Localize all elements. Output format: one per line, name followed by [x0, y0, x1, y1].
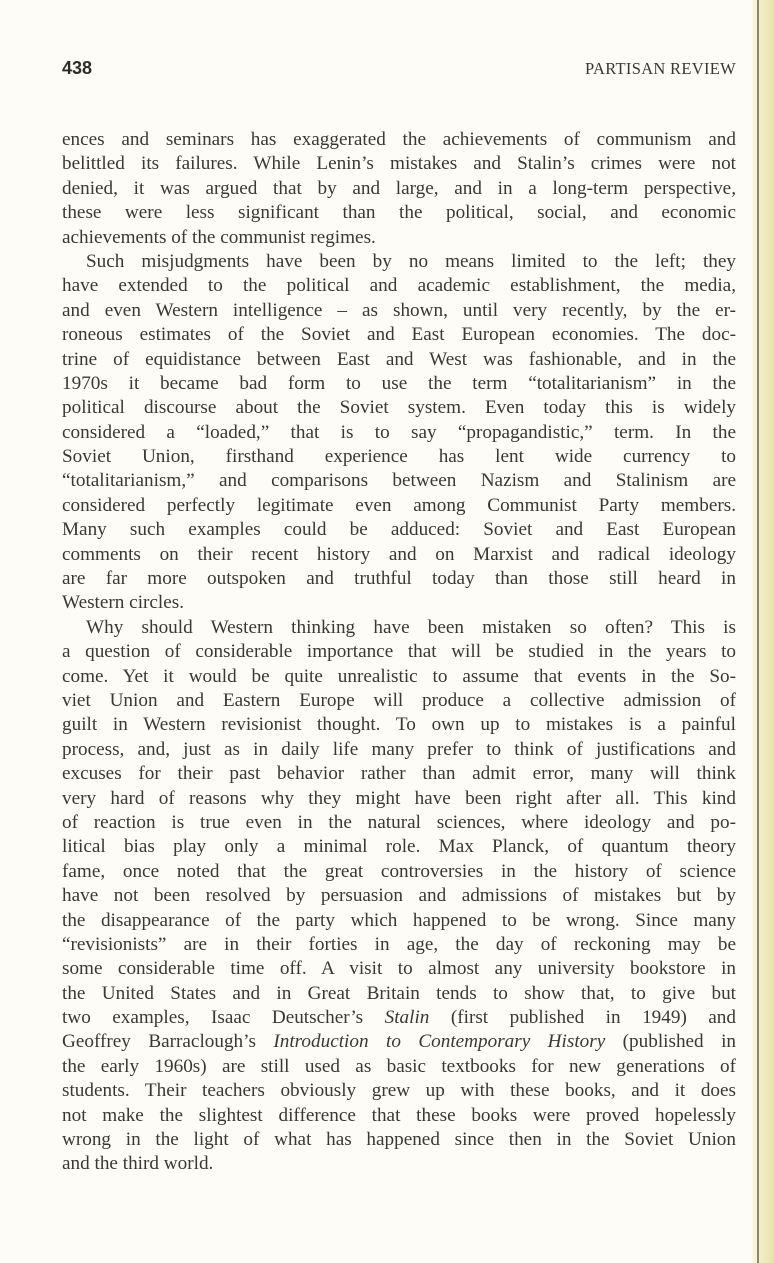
text-line-content: the early 1960s) are still used as basic textbooks for new generations of: [62, 1055, 736, 1077]
text-line-content: of reaction is true even in the natural sciences, where ideology and po-: [62, 811, 736, 833]
text-line: [62, 1055, 736, 1079]
text-line: [62, 421, 736, 445]
text-line: [62, 909, 736, 933]
text-line-content: Soviet Union, firsthand experience has lent wide currency to: [62, 446, 736, 468]
text-line-content: considered perfectly legitimate even among Communist Party members.: [62, 494, 736, 516]
text-line: [62, 323, 736, 347]
text-line: [62, 494, 736, 518]
text-line-content: comments on their recent history and on Marxist and radical ideology: [62, 543, 736, 565]
text-line: [62, 299, 736, 323]
text-line-content: viet Union and Eastern Europe will produce a collective admission of: [62, 689, 736, 711]
text-line-content: litical bias play only a minimal role. Max Planck, of quantum theory: [62, 836, 736, 858]
page-header: [62, 58, 736, 82]
text-line: [62, 469, 736, 493]
text-line: [62, 860, 736, 884]
text-line: [62, 445, 736, 469]
text-line-content: process, and, just as in daily life many prefer to think of justifications and: [62, 738, 736, 760]
article-body: [62, 128, 736, 1177]
italic-title: Introduction to Contemporary History: [273, 1031, 606, 1053]
text-line-content: excuses for their past behavior rather than admit error, many will think: [62, 763, 736, 785]
text-segment: (first published in 1949) and: [429, 1007, 736, 1029]
text-line-content: the United States and in Great Britain tends to show that, to give but: [62, 982, 736, 1004]
text-line-content: guilt in Western revisionist thought. To own up to mistakes is a painful: [62, 714, 736, 736]
text-line-content: roneous estimates of the Soviet and East European economies. The doc-: [62, 324, 736, 346]
page-gutter-edge: [752, 0, 774, 1263]
text-line-content: belittled its failures. While Lenin’s mistakes and Stalin’s crimes were not: [62, 153, 736, 175]
text-line-content: have not been resolved by persuasion and admissions of mistakes but by: [62, 885, 736, 907]
text-line-content: very hard of reasons why they might have been right after all. This kind: [62, 787, 736, 809]
text-line: [62, 957, 736, 981]
text-segment: Geoffrey Barraclough’s: [62, 1031, 274, 1053]
text-line: [62, 348, 736, 372]
text-line-content: wrong in the light of what has happened since then in the Soviet Union: [62, 1129, 736, 1151]
running-head: PARTISAN REVIEW: [585, 59, 736, 78]
text-line: [62, 1030, 736, 1054]
text-line-content: trine of equidistance between East and West was fashionable, and in the: [62, 348, 736, 370]
text-line-content: 1970s it became bad form to use the term “totalitarianism” in the: [62, 372, 736, 394]
italic-title: Stalin: [384, 1007, 430, 1029]
text-line: [62, 762, 736, 786]
text-line-content: denied, it was argued that by and large, and in a long-term perspective,: [62, 177, 736, 199]
text-line-content: have extended to the political and academic establishment, the media,: [62, 275, 736, 297]
text-line: [62, 689, 736, 713]
text-line-content: these were less significant than the political, social, and economic: [62, 202, 736, 224]
text-line: [62, 128, 736, 152]
text-line: [62, 1079, 736, 1103]
text-segment: two examples, Isaac Deutscher’s: [62, 1007, 385, 1029]
text-line-content: some considerable time off. A visit to almost any university bookstore in: [62, 958, 736, 980]
book-spine-line: [757, 0, 759, 1263]
text-line: [62, 591, 736, 615]
text-line-content: Why should Western thinking have been mistaken so often? This is: [86, 616, 736, 638]
text-line: [62, 201, 736, 225]
text-line: [62, 811, 736, 835]
text-line: [62, 787, 736, 811]
text-line-content: Western circles.: [62, 592, 185, 614]
text-line-content: “revisionists” are in their forties in age, the day of reckoning may be: [62, 933, 736, 955]
text-line: [62, 1104, 736, 1128]
text-line-content: a question of considerable importance that will be studied in the years to: [62, 641, 736, 663]
text-line: [62, 372, 736, 396]
text-segment: (published in: [605, 1031, 736, 1053]
text-line-content: Such misjudgments have been by no means limited to the left; they: [86, 250, 736, 272]
text-line-content: [62, 1030, 736, 1054]
text-line-content: and the third world.: [62, 1153, 214, 1175]
text-line-content: Many such examples could be adduced: Soviet and East European: [62, 519, 736, 541]
text-line: [62, 713, 736, 737]
text-line: [62, 567, 736, 591]
page-number: 438: [62, 58, 93, 78]
text-line: [62, 933, 736, 957]
text-line: [62, 274, 736, 298]
text-line-content: and even Western intelligence – as shown, until very recently, by the er-: [62, 299, 736, 321]
text-line-content: achievements of the communist regimes.: [62, 226, 376, 248]
text-line: [62, 835, 736, 859]
text-line: [62, 665, 736, 689]
text-line: [62, 177, 736, 201]
text-line: [62, 250, 736, 274]
text-line-content: not make the slightest difference that these books were proved hopelessly: [62, 1104, 736, 1126]
text-line-content: come. Yet it would be quite unrealistic to assume that events in the So-: [62, 665, 736, 687]
paragraph: [62, 128, 736, 250]
text-line-content: are far more outspoken and truthful today than those still heard in: [62, 568, 736, 590]
text-line-content: political discourse about the Soviet system. Even today this is widely: [62, 397, 736, 419]
text-line: [62, 616, 736, 640]
text-line: [62, 396, 736, 420]
text-line: [62, 640, 736, 664]
text-line: [62, 518, 736, 542]
text-line-content: fame, once noted that the great controversies in the history of science: [62, 860, 736, 882]
paragraph: [62, 250, 736, 616]
text-line: [62, 884, 736, 908]
text-line: [62, 1006, 736, 1030]
text-line: [62, 738, 736, 762]
text-line-content: “totalitarianism,” and comparisons between Nazism and Stalinism are: [62, 470, 736, 492]
text-line-content: considered a “loaded,” that is to say “propagandistic,” term. In the: [62, 421, 736, 443]
text-line-content: ences and seminars has exaggerated the achievements of communism and: [62, 129, 736, 150]
paragraph: [62, 616, 736, 1177]
text-line: [62, 982, 736, 1006]
text-line-content: [62, 1006, 736, 1030]
text-line-content: the disappearance of the party which happened to be wrong. Since many: [62, 909, 736, 931]
text-line-content: students. Their teachers obviously grew up with these books, and it does: [62, 1080, 736, 1102]
text-line: [62, 1152, 736, 1176]
text-line: [62, 543, 736, 567]
text-line: [62, 226, 736, 250]
text-line: [62, 1128, 736, 1152]
text-line: [62, 152, 736, 176]
